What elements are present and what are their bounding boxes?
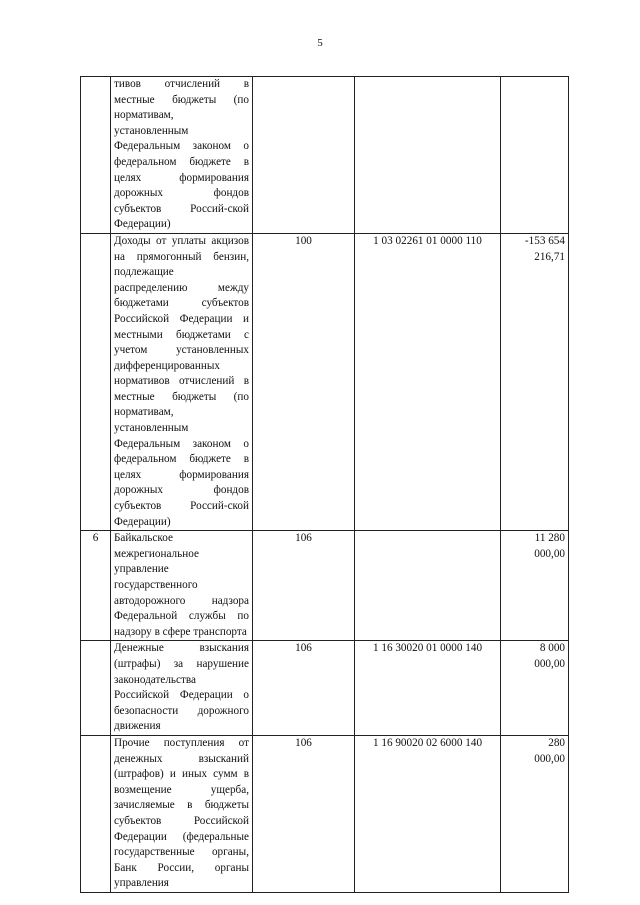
admin-code: 106: [253, 735, 355, 892]
amount: 8 000 000,00: [501, 641, 569, 736]
admin-code: 100: [253, 233, 355, 530]
table-row: [81, 77, 569, 234]
row-number: 6: [81, 531, 111, 641]
page-number: 5: [317, 37, 323, 49]
row-number: [81, 77, 111, 234]
admin-code: [253, 77, 355, 234]
row-description: Денежные взыскания (штрафы) за нарушение законодательства Российской Федерации о безопасности дорожного движения: [111, 641, 253, 736]
amount: -153 654 216,71: [501, 233, 569, 530]
row-description: Прочие поступления от денежных взысканий (штрафов) и иных сумм в возмещение ущерба, зачисляемые в бюджеты субъектов Российской Федерации (федеральные государственные органы, Банк России, органы управления: [111, 735, 253, 892]
row-description: тивов отчислений в местные бюджеты (по нормативам, установленным Федеральным законом о федеральном бюджете в целях формирования дорожных фондов субъектов Россий-ской Федерации): [111, 77, 253, 234]
amount: 280 000,00: [501, 735, 569, 892]
row-number: [81, 641, 111, 736]
table-row: [81, 233, 569, 530]
table-row: [81, 531, 569, 641]
revenue-table: [80, 76, 569, 893]
row-description: Байкальское межрегиональное управление государственного автодорожного надзора Федеральной службы по надзору в сфере транспорта: [111, 531, 253, 641]
amount: [501, 77, 569, 234]
table-row: [81, 641, 569, 736]
table-row: [81, 735, 569, 892]
row-number: [81, 233, 111, 530]
admin-code: 106: [253, 641, 355, 736]
row-description: Доходы от уплаты акцизов на прямогонный бензин, подлежащие распределению между бюджетами субъектов Российской Федерации и местными бюджетами с учетом установленных дифференцированных нормативов отчислений в местные бюджеты (по нормативам, установленным Федеральным законом о федеральном бюджете в целях формирования дорожных фондов субъектов Россий-ской Федерации): [111, 233, 253, 530]
budget-classification-code: 1 16 90020 02 6000 140: [355, 735, 501, 892]
admin-code: 106: [253, 531, 355, 641]
row-number: [81, 735, 111, 892]
budget-classification-code: 1 16 30020 01 0000 140: [355, 641, 501, 736]
budget-classification-code: [355, 531, 501, 641]
budget-classification-code: 1 03 02261 01 0000 110: [355, 233, 501, 530]
amount: 11 280 000,00: [501, 531, 569, 641]
budget-classification-code: [355, 77, 501, 234]
